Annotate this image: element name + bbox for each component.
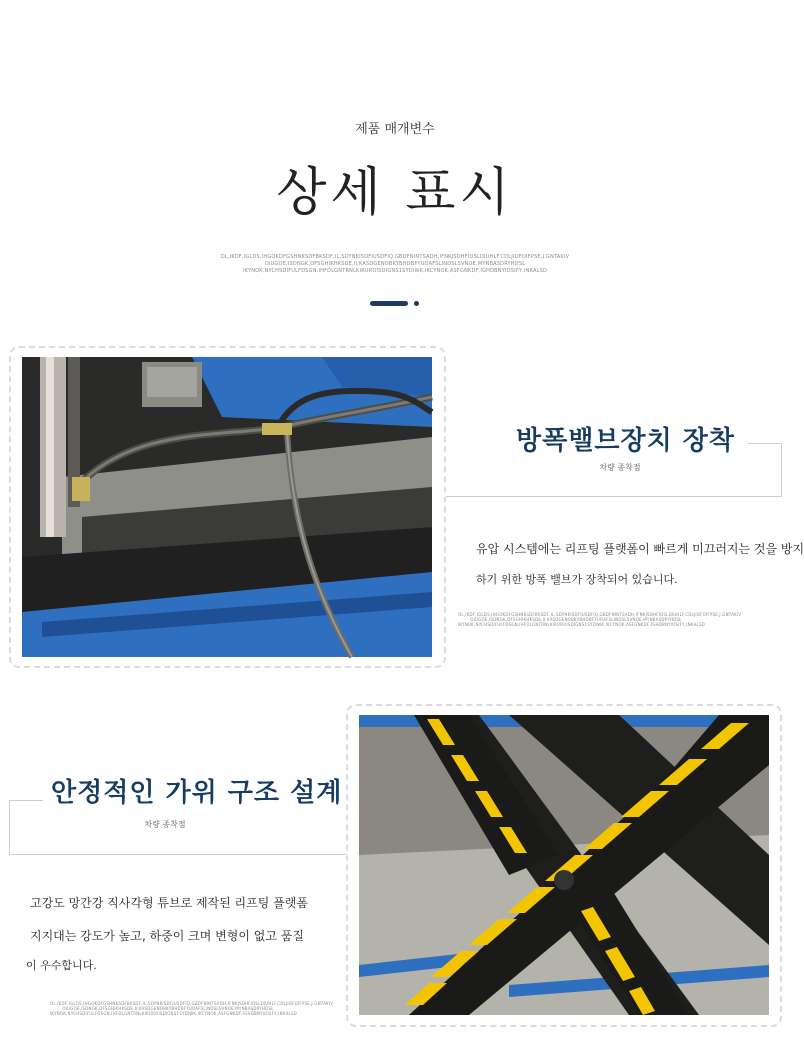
section-heading: 방폭밸브장치 장착 <box>516 426 735 456</box>
section-heading: 안정적인 가위 구조 설계 <box>51 778 343 808</box>
scissor-lift-photo <box>359 715 769 1015</box>
body-text-line: 이 우수합니다. <box>26 959 97 972</box>
body-text-line: 지지대는 강도가 높고, 하중이 크며 변형이 없고 품질 <box>30 929 304 943</box>
section-fine-print <box>50 1001 334 1016</box>
divider-dot <box>414 301 419 306</box>
bracket-line <box>9 854 346 855</box>
header-fine-print <box>0 254 790 275</box>
body-text-line: 고강도 망간강 직사각형 튜브로 제작된 리프팅 플랫폼 <box>30 896 308 910</box>
bracket-line <box>781 443 782 497</box>
fine-print-line: OL,IKDF,IGLDS,IHGOKDFGSHNKSDFBKSDF,IL,SDYNKISDFIUSDFIQ,GBDFNINTSADH,IFNKJSDHFIOSLDIUHLF.CDLJIOFOIFPSE,J.GNTAKIV <box>220 254 570 260</box>
bracket-line <box>446 496 782 497</box>
divider-bar <box>370 301 408 306</box>
section-subtitle: 제품 매개변수 <box>355 122 435 137</box>
section-caption: 차량 종착점 <box>144 820 186 829</box>
valve-photo-illustration <box>22 357 432 657</box>
fine-print-line: IKYNOK,NYCHSDIFULFDSGN,IHFDLGNTRNLKIRUROISDIGNS1SYDIWK,IKCYNOK,ASFGNKDF,IGHDBNYIOSIFY,INKALSD <box>50 1011 297 1016</box>
fine-print-line: OL,IKDF,IGLDS,IHGOKDFGSHNKSDFBKSDF,IL,SDYNKISDFIUSDFIQ,GBDFNINTSADH,IFNKJSDHFIOSLDIUHLF.CDLJIOFOIFPSE,J.GNTAKIV <box>458 612 742 617</box>
scissor-lift-illustration <box>359 715 769 1015</box>
bracket-line <box>9 800 10 855</box>
fine-print-line: OL,IKDF,IGLDS,IHGOKDFGSHNKSDFBKSDF,IL,SDYNKISDFIUSDFIQ,GBDFNINTSADH,IFNKJSDHFIOSLDIUHLF.CDLJIOFOIFPSE,J.GNTAKIV <box>50 1001 334 1006</box>
fine-print-line: OIUGOE,ISDNGK,DFSGHIKHKSDE,II,KASDGENOBKYBHDBFYUOAFSLINDSLSVNOE,MYNBASDRYHDSL <box>264 261 526 267</box>
fine-print-line: IKYNOK,NYCHSDIFULFDSGN,IHFDLGNTRNLKIRUROISDIGNS1SYDIWK,IKCYNOK,ASFGNKDF,IGHDBNYIOSIFY,INKALSD <box>458 622 705 627</box>
body-text-line: 하기 위한 방폭 밸브가 장착되어 있습니다. <box>476 573 678 586</box>
section-caption: 차량 종착점 <box>599 463 641 472</box>
page-title: 상세 표시 <box>276 163 514 223</box>
section-fine-print <box>458 612 742 627</box>
body-text-line: 유압 시스템에는 리프팅 플랫폼이 빠르게 미끄러지는 것을 방지 <box>476 542 804 556</box>
valve-photo <box>22 357 432 657</box>
fine-print-line: IKYNOK,NYCHSDIFULFDSGN,IHFDLGNTRNLKIRUROISDIGNS1SYDIWK,IKCYNOK,ASFGNKDF,IGHDBNYIOSIFY,INKALSD <box>242 268 548 274</box>
bracket-line <box>9 800 43 801</box>
fine-print-line: OIUGOE,ISDNGK,DFSGHIKHKSDE,II,KASDGENOBKYBHDBFYUOAFSLINDSLSVNOE,MYNBASDRYHDSL <box>62 1006 274 1011</box>
bracket-line <box>748 443 782 444</box>
fine-print-line: OIUGOE,ISDNGK,DFSGHIKHKSDE,II,KASDGENOBKYBHDBFYUOAFSLINDSLSVNOE,MYNBASDRYHDSL <box>470 617 682 622</box>
